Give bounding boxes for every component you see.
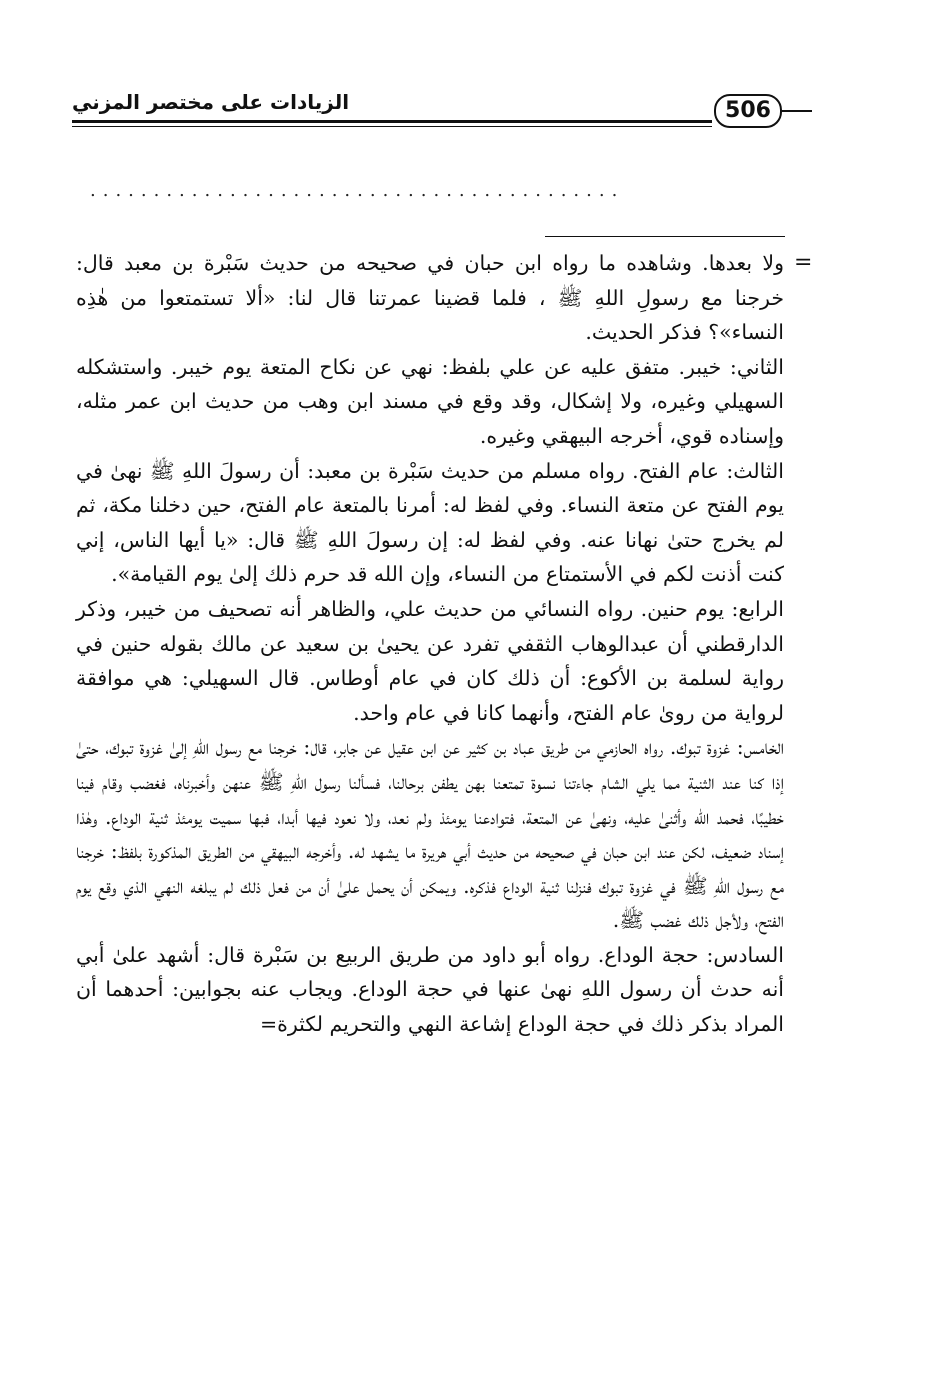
paragraph: ولا بعدها. وشاهده ما رواه ابن حبان في صحيحه من حديث سَبْرة بن معبد قال: خرجنا مع رسولِ اللهِ ﷺ ، فلما قضينا عمرتنا قال لنا: «ألا تستمتعوا من هٰذِه النساء»؟ فذكر الحديث. xyxy=(76,251,784,345)
badge-rule xyxy=(780,110,812,112)
paragraph: الثاني: خيبر. متفق عليه عن علي بلفظ: نهي عن نكاح المتعة يوم خيبر. واستشكله السهيلي وغيره، ولا إشكال، وقد وقع في مسند ابن وهب من حديث ابن عمر مثله، وإسناده قوي، أخرجه البيهقي وغيره. xyxy=(76,354,784,448)
continuation-mark: = xyxy=(794,250,813,275)
running-title: الزيادات على مختصر المزني xyxy=(72,90,350,114)
page-number: 506 xyxy=(714,94,782,128)
paragraph: الخامس: غزوة تبوك. رواه الحازمي من طريق عباد بن كثير عن ابن عقيل عن جابر، قال: خرجنا مع رسول اللهِ إلىٰ غزوة تبوك، حتىٰ إذا كنا عند الثنية مما يلي الشام جاءتنا نسوة تمتعنا بهن يطفن برحالنا، فسألنا رسول اللهِ ﷺ عنهن وأخبرناه، فغضب وقام فينا خطيبًا، فحمد الله وأثنىٰ عليه، ونهىٰ عن المتعة، فتوادعنا يومئذ ولم نعد، ولا نعود فيها أبدا، فبها سميت يومئذ ثنية الوداع. وهٰذا إسناد ضعيف، لكن عند ابن حبان في صحيحه من حديث أبي هريرة ما يشهد له. وأخرجه البيهقي من الطريق المذكورة بلفظ: خرجنا مع رسول اللهِ ﷺ في غزوة تبوك فنزلنا ثنية الوداع فذكره. ويمكن أن يحمل علىٰ أن من فعل ذلك لم يبلغه النهي الذي وقع يوم الفتح، ولأجل ذلك غضب ﷺ. xyxy=(76,735,784,933)
header-rule xyxy=(72,120,712,123)
footnote-rule xyxy=(545,236,785,237)
page-header xyxy=(72,90,812,130)
dotted-separator: .......................................... xyxy=(90,180,625,201)
paragraph: السادس: حجة الوداع. رواه أبو داود من طريق الربيع بن سَبْرة قال: أشهد علىٰ أبي أنه حدث أن رسول اللهِ نهىٰ عنها في حجة الوداع. ويجاب عنه بجوابين: أحدهما أن المراد بذكر ذلك في حجة الوداع إشاعة النهي والتحريم لكثرة= xyxy=(76,942,784,1037)
footnote-body xyxy=(76,246,784,1042)
header-rule-thin xyxy=(72,126,712,127)
paragraph: الرابع: يوم حنين. رواه النسائي من حديث علي، والظاهر أنه تصحيف من خيبر، وذكر الدارقطني أن عبدالوهاب الثقفي تفرد عن يحيىٰ بن سعيد عن مالك بقوله حنين في رواية لسلمة بن الأكوع: أن ذلك كان في عام أوطاس. قال السهيلي: هي موافقة لرواية من روىٰ عام الفتح، وأنهما كانا في عام واحد. xyxy=(76,596,784,725)
paragraph: الثالث: عام الفتح. رواه مسلم من حديث سَبْرة بن معبد: أن رسولَ اللهِ ﷺ نهىٰ في يوم الفتح عن متعة النساء. وفي لفظ له: أمرنا بالمتعة عام الفتح، حين دخلنا مكة، ثم لم يخرج حتىٰ نهانا عنه. وفي لفظ له: إن رسولَ اللهِ ﷺ قال: «يا أيها الناس، إني كنت أذنت لكم في الأستمتاع من النساء، وإن الله قد حرم ذلك إلىٰ يوم القيامة». xyxy=(76,458,785,587)
